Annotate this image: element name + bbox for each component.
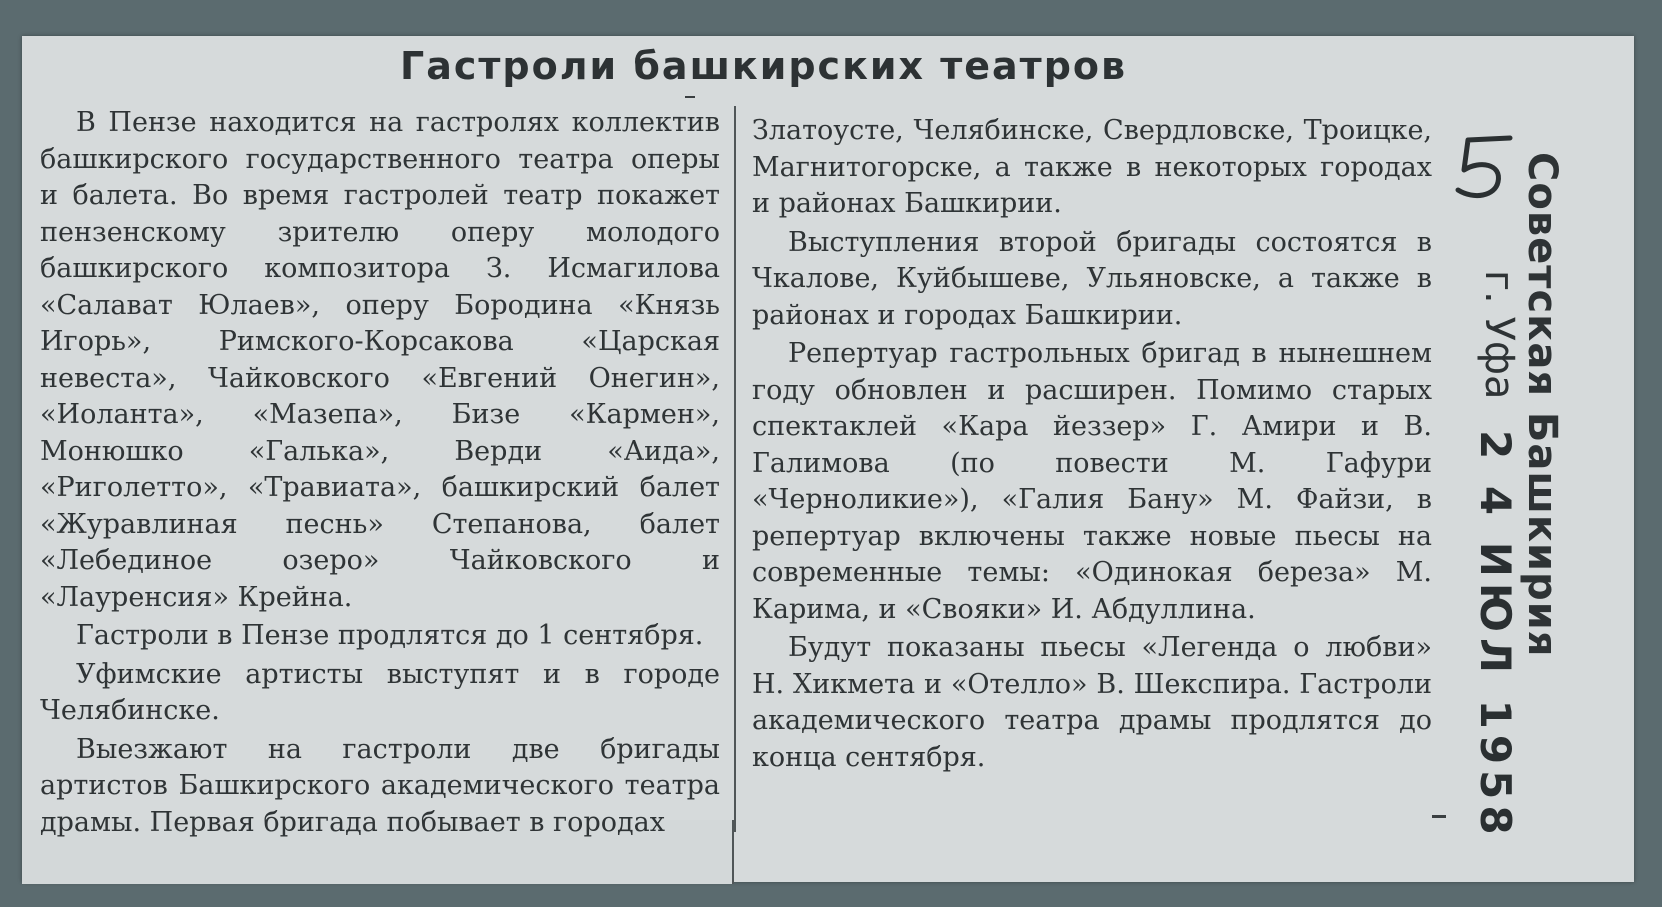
paragraph-continuation: Златоусте, Челябинске, Свердловске, Троицке, Магнитогорске, а также в некоторых городах и районах Башкирии. — [752, 115, 1432, 219]
article-headline: Гастроли башкирских театров — [400, 44, 1128, 88]
stamp-dash — [1432, 815, 1446, 818]
paragraph-chelyabinsk: Уфимские артисты выступят и в городе Челябинске. — [40, 658, 720, 726]
column-divider — [734, 106, 736, 832]
paragraph-second-brigade: Выступления второй бригады состоятся в Чкалове, Куйбышеве, Ульяновске, а также в районах и городах Башкирии. — [752, 226, 1432, 331]
stamp-city: г. Уфа — [1476, 270, 1522, 400]
handwritten-number-mark — [1440, 130, 1520, 214]
paragraph-repertoire: Репертуар гастрольных бригад в нынешнем году обновлен и расширен. Помимо старых спектаклей «Кара йеззер» Г. Амири и В. Галимова (по повести М. Гафури «Черноликие»), «Галия Бану» М. Файзи, в репертуар включены также новые пьесы на современные темы: «Одинокая береза» М. Карима, и «Свояки» И. Абдуллина. — [752, 338, 1432, 625]
stamp-date: 2 4 ИЮЛ 1958 — [1471, 430, 1520, 841]
left-column — [40, 105, 720, 843]
paragraph-penza-dates: Гастроли в Пензе продлятся до 1 сентября. — [76, 620, 704, 651]
headline-dash — [685, 96, 695, 98]
stamp-publication-name: Советская Башкирия — [1519, 152, 1565, 658]
paragraph-plays-shown: Будут показаны пьесы «Легенда о любви» Н. Хикмета и «Отелло» В. Шекспира. Гастроли академического театра драмы продлятся до конца сентября. — [752, 632, 1432, 773]
right-column — [752, 113, 1432, 778]
paragraph-drama-brigades: Выезжают на гастроли две бригады артистов Башкирского академического театра драмы. Первая бригада побывает в городах — [40, 733, 720, 838]
column-divider-lower — [732, 820, 734, 884]
paragraph-opera-tour: В Пензе находится на гастролях коллектив башкирского государственного театра оперы и балета. Во время гастролей театр покажет пензенскому зрителю оперу молодого башкирского композитора З. Исмагилова «Салават Юлаев», оперу Бородина «Князь Игорь», Римского-Корсакова «Царская невеста», Чайковского «Евгений Онегин», «Иоланта», «Мазепа», Бизе «Кармен», Монюшко «Галька», Верди «Аида», «Риголетто», «Травиата», башкирский балет «Журавлиная песнь» Степанова, балет «Лебединое озеро» Чайковского и «Лауренсия» Крейна. — [40, 107, 720, 613]
